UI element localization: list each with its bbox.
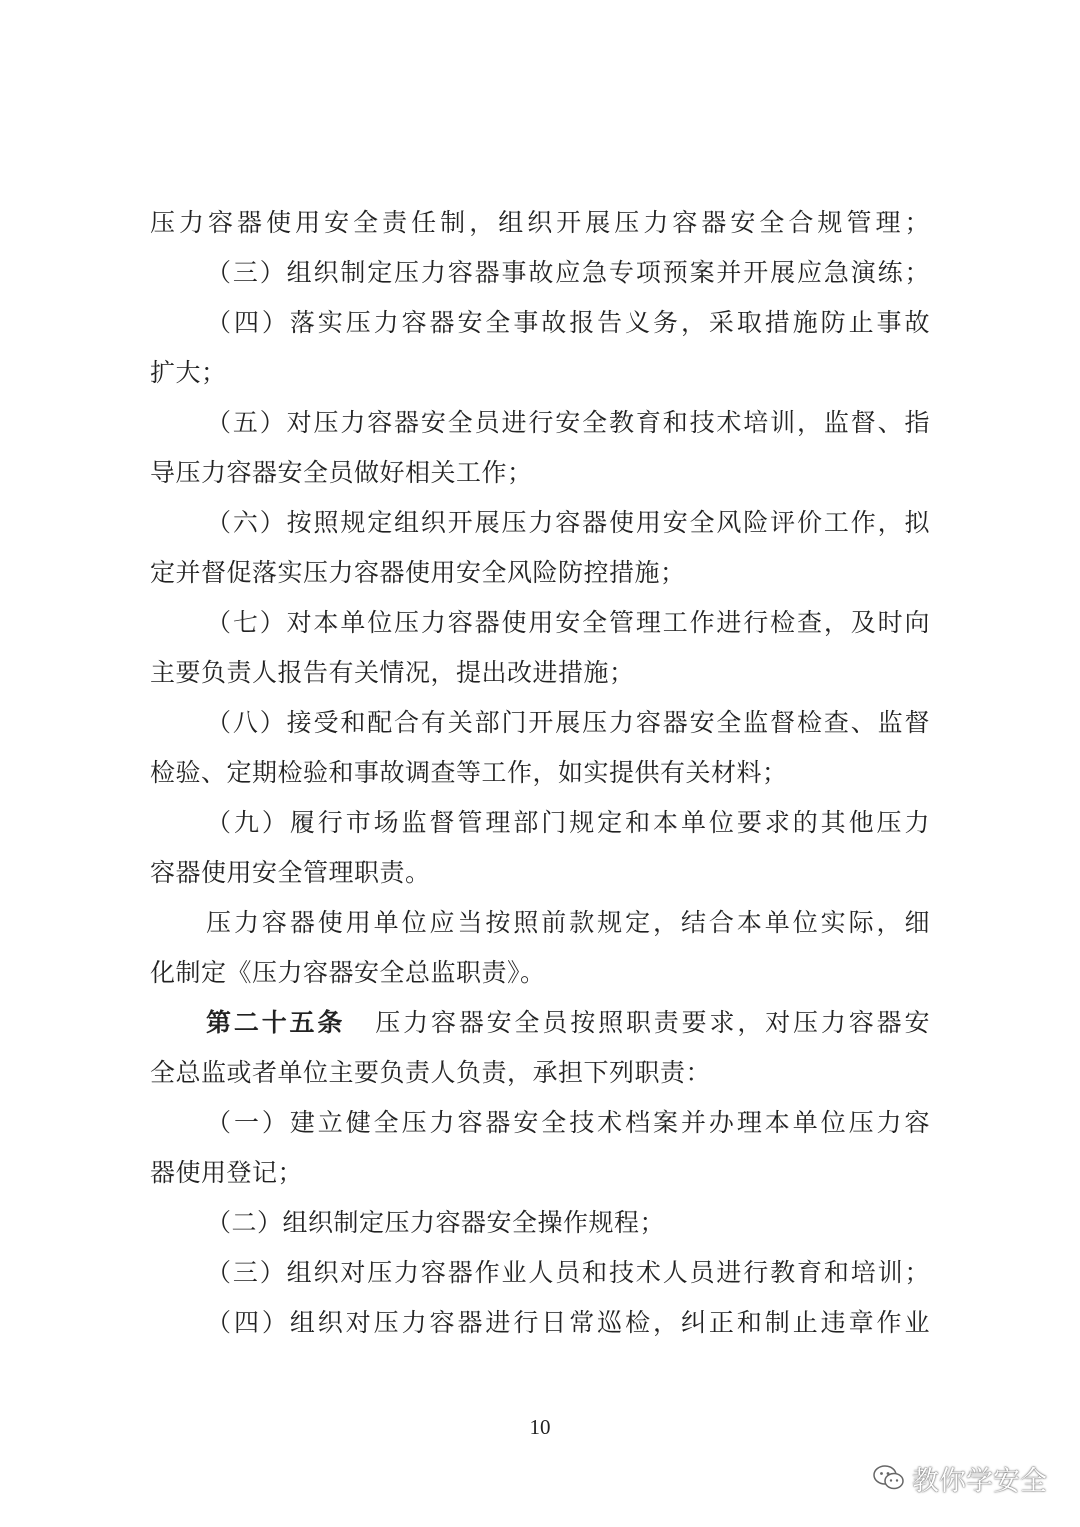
- list-item-9: （九）履行市场监督管理部门规定和本单位要求的其他压力: [206, 808, 930, 837]
- text-line: 定并督促落实压力容器使用安全风险防控措施；: [150, 558, 686, 587]
- list-item-3: （三）组织制定压力容器事故应急专项预案并开展应急演练；: [206, 258, 930, 287]
- article-25-line: [150, 998, 930, 1048]
- text-line: 全总监或者单位主要负责人负责，承担下列职责：: [150, 1058, 712, 1087]
- list-item-6: （六）按照规定组织开展压力容器使用安全风险评价工作，拟: [206, 508, 930, 537]
- text-line: 压力容器使用安全责任制，组织开展压力容器安全合规管理；: [150, 208, 930, 237]
- text-line: 化制定《压力容器安全总监职责》。: [150, 958, 546, 987]
- text-line: 容器使用安全管理职责。: [150, 858, 431, 887]
- list-item-5: （五）对压力容器安全员进行安全教育和技术培训，监督、指: [206, 408, 930, 437]
- list-item-4: （四）落实压力容器安全事故报告义务，采取措施防止事故: [206, 308, 930, 337]
- wechat-icon: [872, 1461, 906, 1495]
- text-line: 导压力容器安全员做好相关工作；: [150, 458, 533, 487]
- list-item-7: （七）对本单位压力容器使用安全管理工作进行检查，及时向: [206, 608, 930, 637]
- text-line: 器使用登记；: [150, 1158, 304, 1187]
- watermark: [872, 1456, 1047, 1500]
- document-body: [150, 198, 930, 1348]
- article-item-2: （二）组织制定压力容器安全操作规程；: [206, 1208, 666, 1237]
- article-item-4: （四）组织对压力容器进行日常巡检，纠正和制止违章作业: [206, 1308, 930, 1337]
- page-number: 10: [529, 1415, 551, 1439]
- article-item-1: （一）建立健全压力容器安全技术档案并办理本单位压力容: [206, 1108, 930, 1137]
- text-line: 主要负责人报告有关情况，提出改进措施；: [150, 658, 635, 687]
- paragraph-line: 压力容器使用单位应当按照前款规定，结合本单位实际，细: [206, 908, 930, 937]
- article-text: 压力容器安全员按照职责要求，对压力容器安: [375, 1008, 930, 1037]
- article-heading: 第二十五条: [206, 1008, 346, 1037]
- text-line: 扩大；: [150, 358, 227, 387]
- article-item-3: （三）组织对压力容器作业人员和技术人员进行教育和培训；: [206, 1258, 930, 1287]
- list-item-8: （八）接受和配合有关部门开展压力容器安全监督检查、监督: [206, 708, 930, 737]
- watermark-text: 教你学安全: [912, 1465, 1047, 1497]
- text-line: 检验、定期检验和事故调查等工作，如实提供有关材料；: [150, 758, 788, 787]
